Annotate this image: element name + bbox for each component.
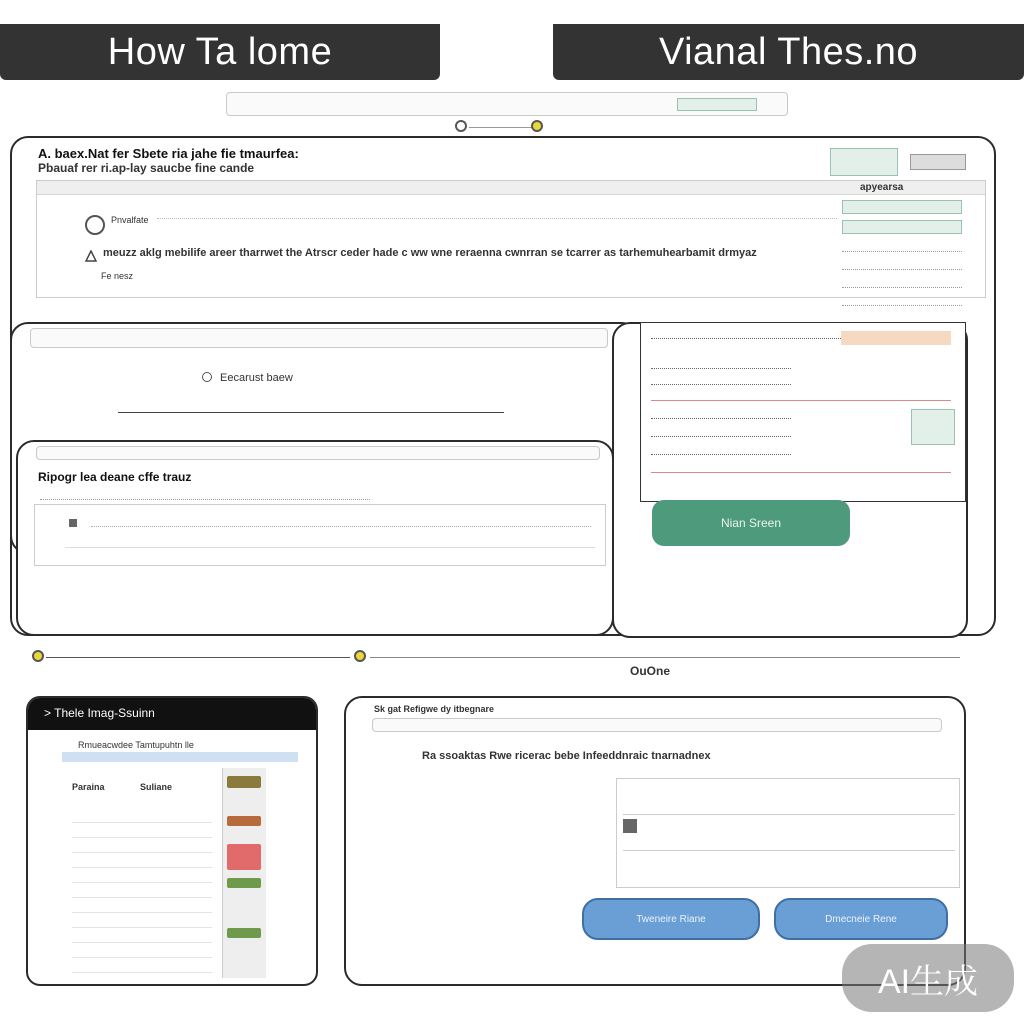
top-panel-title-2: Pbauaf rer ri.ap-lay saucbe fine cande <box>38 161 255 175</box>
warning-icon <box>85 249 97 261</box>
top-toolbar[interactable] <box>226 92 788 116</box>
right-list-row[interactable] <box>651 359 791 369</box>
desktop-preview-panel <box>344 696 966 986</box>
checkbox-icon[interactable] <box>69 519 77 527</box>
placeholder-line <box>157 211 837 219</box>
right-list-row[interactable] <box>651 409 791 419</box>
radio-button[interactable] <box>202 372 212 382</box>
desktop-toolbar[interactable] <box>372 718 942 732</box>
watermark-text: AI生成 <box>877 962 979 1001</box>
right-header-bar <box>553 24 1024 80</box>
left-header-title: How Ta lome <box>107 30 333 73</box>
secondary-blue-button[interactable] <box>774 898 948 940</box>
top-panel-badge[interactable] <box>830 148 898 176</box>
swatch-red[interactable] <box>227 844 261 870</box>
mobile-preview-panel <box>26 696 318 986</box>
side-list-row[interactable] <box>842 294 962 306</box>
side-list-row[interactable] <box>842 200 962 214</box>
primary-blue-button[interactable] <box>582 898 760 940</box>
desktop-header-text: Sk gat Refigwe dy itbegnare <box>374 704 495 714</box>
mobile-tab-strip[interactable] <box>62 752 298 762</box>
desktop-list-row[interactable] <box>623 857 955 881</box>
mobile-sidebar <box>222 768 266 978</box>
divider-label: OuOne <box>630 664 671 678</box>
mobile-list[interactable] <box>72 808 212 978</box>
mobile-col2-label: Suliane <box>140 782 173 792</box>
right-list-row-highlight[interactable] <box>651 393 951 401</box>
swatch-green[interactable] <box>227 878 261 888</box>
side-list-row[interactable] <box>842 240 962 252</box>
timeline-line <box>370 657 960 658</box>
side-list-row[interactable] <box>842 258 962 270</box>
right-list-window <box>640 322 966 502</box>
right-list-row[interactable] <box>651 445 791 455</box>
lower-panel-content[interactable] <box>34 504 606 566</box>
lower-panel-subtitle-line <box>40 494 370 500</box>
swatch-olive[interactable] <box>227 776 261 788</box>
connector-top <box>455 120 545 136</box>
right-list-row[interactable] <box>651 375 791 385</box>
side-list-header: apyearsa <box>860 182 904 193</box>
toolbar-chip[interactable] <box>677 98 757 111</box>
timeline-line <box>46 657 350 658</box>
item-description: meuzz aklg mebilife areer tharrwet the Atrscr ceder hade c ww wne reraenna cwnrran se tcarrer as tarhemuhearbamit drmyaz <box>103 247 757 259</box>
primary-action-button[interactable] <box>652 500 850 546</box>
image-thumbnail-icon <box>910 154 966 170</box>
side-list-row[interactable] <box>842 220 962 234</box>
secondary-blue-label: Dmecneie Rene <box>825 913 897 925</box>
swatch-green[interactable] <box>227 928 261 938</box>
lower-panel-toolbar[interactable] <box>36 446 600 460</box>
mobile-subtitle: Rmueacwdee Tamtupuhtn lle <box>78 740 194 750</box>
primary-blue-label: Tweneire Riane <box>636 913 706 925</box>
left-header-bar <box>0 24 440 80</box>
mobile-toolbar <box>28 698 316 730</box>
mobile-toolbar-text[interactable]: > Thele Imag-Ssuinn <box>44 706 155 720</box>
start-marker-icon <box>455 120 467 132</box>
content-text-line <box>91 519 591 527</box>
end-marker-icon <box>531 120 543 132</box>
middle-panel-toolbar[interactable] <box>30 328 608 348</box>
right-list-row-highlight[interactable] <box>651 465 951 473</box>
middle-divider <box>118 412 504 413</box>
timeline-marker-icon <box>32 650 44 662</box>
swatch-orange[interactable] <box>227 816 261 826</box>
right-list-row[interactable] <box>651 427 791 437</box>
ai-generated-watermark <box>842 944 1014 1012</box>
mobile-col1-label: Paraina <box>72 782 105 792</box>
item-label: Pnvalfate <box>111 215 149 225</box>
sub-label: Fe nesz <box>101 271 134 281</box>
avatar-icon <box>85 215 105 235</box>
connector-line <box>469 127 533 128</box>
top-panel-heading <box>38 146 338 182</box>
orange-tag[interactable] <box>841 331 951 345</box>
desktop-list-row[interactable] <box>623 785 955 815</box>
desktop-list <box>616 778 960 888</box>
right-header-title: Vianal Thes.no <box>658 30 919 73</box>
top-panel-title-1: A. baex.Nat fer Sbete ria jahe fie tmaurfea: <box>38 146 299 161</box>
content-separator <box>65 547 595 548</box>
radio-label: Eecarust baew <box>220 372 293 384</box>
green-tag[interactable] <box>911 409 955 445</box>
timeline-marker-icon <box>354 650 366 662</box>
desktop-list-row[interactable] <box>623 821 955 851</box>
primary-action-label: Nian Sreen <box>720 516 782 530</box>
side-list-row[interactable] <box>842 276 962 288</box>
desktop-title: Ra ssoaktas Rwe ricerac bebe Infeeddnraic tnarnadnex <box>422 750 711 762</box>
lower-panel-title: Ripogr lea deane cffe trauz <box>38 470 192 484</box>
